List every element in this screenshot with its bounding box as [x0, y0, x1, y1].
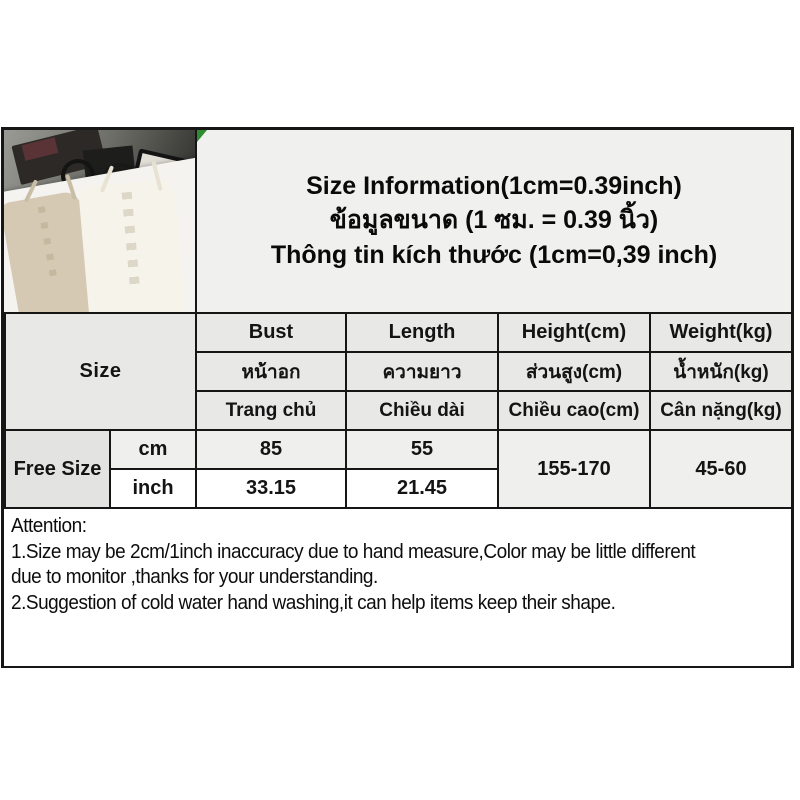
- col-header-height-th: ส่วนสูง(cm): [498, 352, 650, 391]
- data-row-cm: [5, 430, 792, 469]
- white-camisole: [78, 179, 186, 312]
- attention-heading: Attention:: [11, 515, 87, 537]
- title-panel: [197, 130, 791, 312]
- col-header-length-vi: Chiều dài: [346, 391, 498, 430]
- top-section: [4, 130, 791, 312]
- col-header-bust-vi: Trang chủ: [196, 391, 346, 430]
- col-header-weight-vi: Cân nặng(kg): [650, 391, 792, 430]
- col-header-height: Height(cm): [498, 313, 650, 352]
- col-header-bust: Bust: [196, 313, 346, 352]
- content-frame: [1, 127, 794, 668]
- bust-inch-value: 33.15: [196, 469, 346, 508]
- attention-notes: [4, 509, 791, 666]
- product-photo: [4, 130, 197, 312]
- height-range-value: 155-170: [498, 430, 650, 508]
- free-size-label-cell: Free Size: [5, 430, 110, 508]
- unit-cm-cell: cm: [110, 430, 196, 469]
- length-inch-value: 21.45: [346, 469, 498, 508]
- header-row-english: [5, 313, 792, 352]
- size-table: [4, 312, 793, 509]
- col-header-weight: Weight(kg): [650, 313, 792, 352]
- bust-cm-value: 85: [196, 430, 346, 469]
- title-english: Size Information(1cm=0.39inch): [306, 171, 682, 200]
- attention-line-2: due to monitor ,thanks for your understanding.: [11, 566, 378, 589]
- col-header-weight-th: น้ำหนัก(kg): [650, 352, 792, 391]
- col-header-height-vi: Chiều cao(cm): [498, 391, 650, 430]
- title-thai: ข้อมูลขนาด (1 ซม. = 0.39 นิ้ว): [329, 206, 659, 235]
- attention-line-1: 1.Size may be 2cm/1inch inaccuracy due to hand measure,Color may be little different: [11, 540, 696, 563]
- attention-line-3: 2.Suggestion of cold water hand washing,it can help items keep their shape.: [11, 591, 616, 614]
- col-header-length-th: ความยาว: [346, 352, 498, 391]
- col-header-length: Length: [346, 313, 498, 352]
- green-corner-marker-icon: [197, 130, 207, 142]
- title-vietnamese: Thông tin kích thước (1cm=0,39 inch): [270, 240, 718, 269]
- length-cm-value: 55: [346, 430, 498, 469]
- col-header-bust-th: หน้าอก: [196, 352, 346, 391]
- weight-range-value: 45-60: [650, 430, 792, 508]
- size-header-cell: Size: [5, 313, 196, 430]
- unit-inch-cell: inch: [110, 469, 196, 508]
